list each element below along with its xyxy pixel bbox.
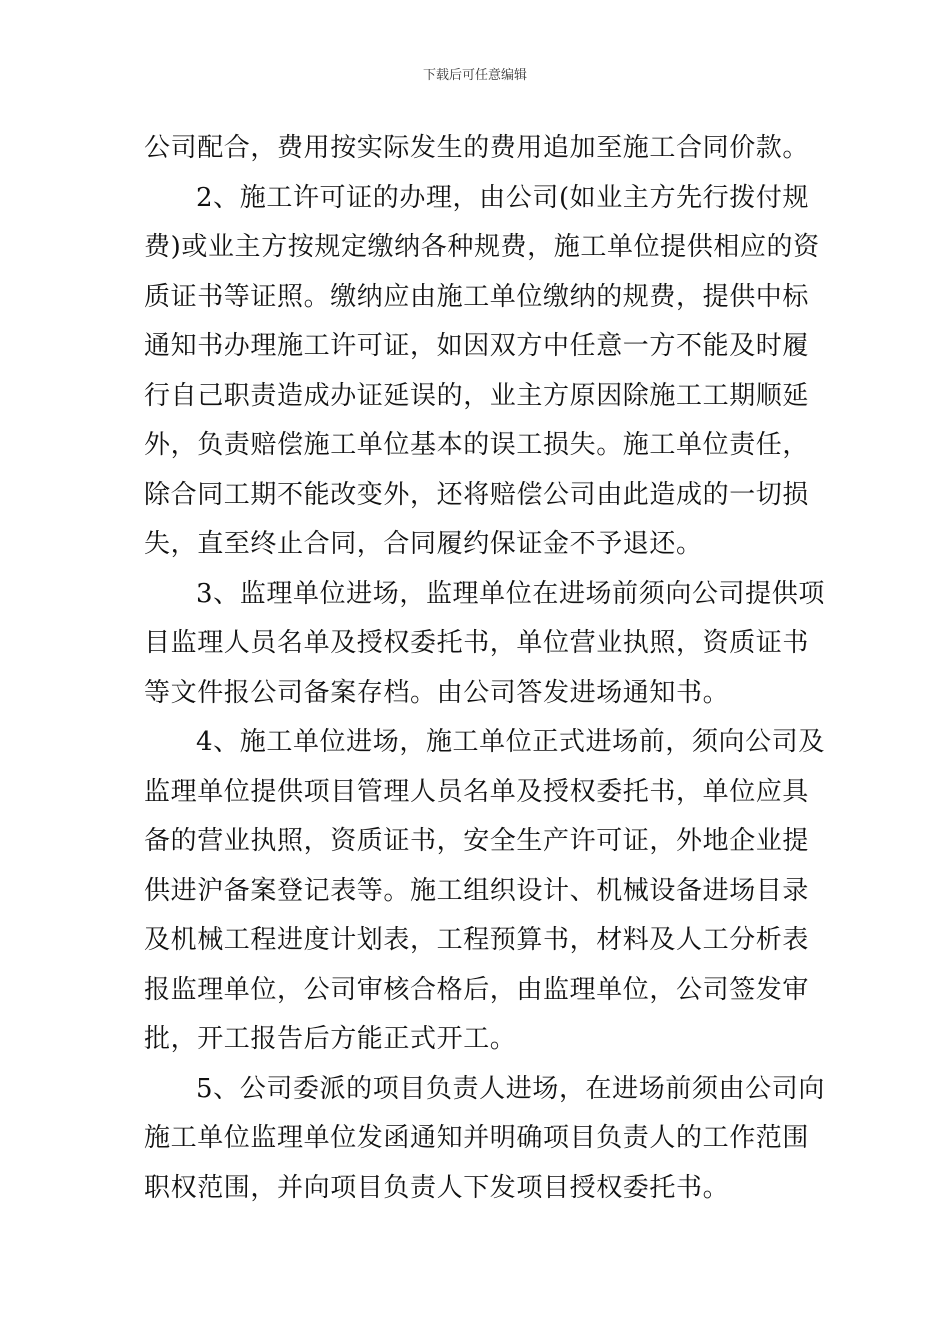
text-line: 行自己职责造成办证延误的，业主方原因除施工工期顺延 xyxy=(144,380,810,411)
text-line: 职权范围，并向项目负责人下发项目授权委托书。 xyxy=(144,1172,730,1203)
text-line: 质证书等证照。缴纳应由施工单位缴纳的规费，提供中标 xyxy=(144,281,810,312)
text-line: 费)或业主方按规定缴纳各种规费，施工单位提供相应的资 xyxy=(144,232,820,262)
text-line: 备的营业执照，资质证书，安全生产许可证，外地企业提 xyxy=(144,826,810,856)
document-body xyxy=(144,124,825,1213)
text-line: 失，直至终止合同，合同履约保证金不予退还。 xyxy=(144,529,703,559)
paragraph-1 xyxy=(144,124,810,174)
paragraph-2 xyxy=(144,174,820,570)
text-line: 目监理人员名单及授权委托书，单位营业执照，资质证书 xyxy=(144,628,810,658)
text-line: 除合同工期不能改变外，还将赔偿公司由此造成的一切损 xyxy=(144,479,810,510)
text-line: 及机械工程进度计划表，工程预算书，材料及人工分析表 xyxy=(144,925,810,955)
text-line: 供进沪备案登记表等。施工组织设计、机械设备进场目录 xyxy=(144,875,810,906)
text-line: 3、监理单位进场，监理单位在进场前须向公司提供项 xyxy=(196,578,825,609)
text-line: 报监理单位，公司审核合格后，由监理单位，公司签发审 xyxy=(144,974,810,1005)
text-line: 施工单位监理单位发函通知并明确项目负责人的工作范围 xyxy=(144,1123,810,1153)
text-line: 批，开工报告后方能正式开工。 xyxy=(144,1024,517,1054)
paragraph-3 xyxy=(144,570,825,719)
text-line: 等文件报公司备案存档。由公司答发进场通知书。 xyxy=(144,677,730,708)
text-line: 5、公司委派的项目负责人进场，在进场前须由公司向 xyxy=(196,1073,825,1104)
text-line: 监理单位提供项目管理人员名单及授权委托书，单位应具 xyxy=(144,776,810,807)
page-header: 下载后可任意编辑 xyxy=(422,68,527,83)
text-line: 公司配合，费用按实际发生的费用追加至施工合同价款。 xyxy=(144,133,810,163)
paragraph-4 xyxy=(144,718,825,1065)
text-line: 外，负责赔偿施工单位基本的误工损失。施工单位责任， xyxy=(144,430,810,460)
text-line: 4、施工单位进场，施工单位正式进场前，须向公司及 xyxy=(196,727,825,757)
text-line: 2、施工许可证的办理，由公司(如业主方先行拨付规 xyxy=(196,182,810,213)
paragraph-5 xyxy=(144,1065,825,1214)
text-line: 通知书办理施工许可证，如因双方中任意一方不能及时履 xyxy=(144,331,810,361)
